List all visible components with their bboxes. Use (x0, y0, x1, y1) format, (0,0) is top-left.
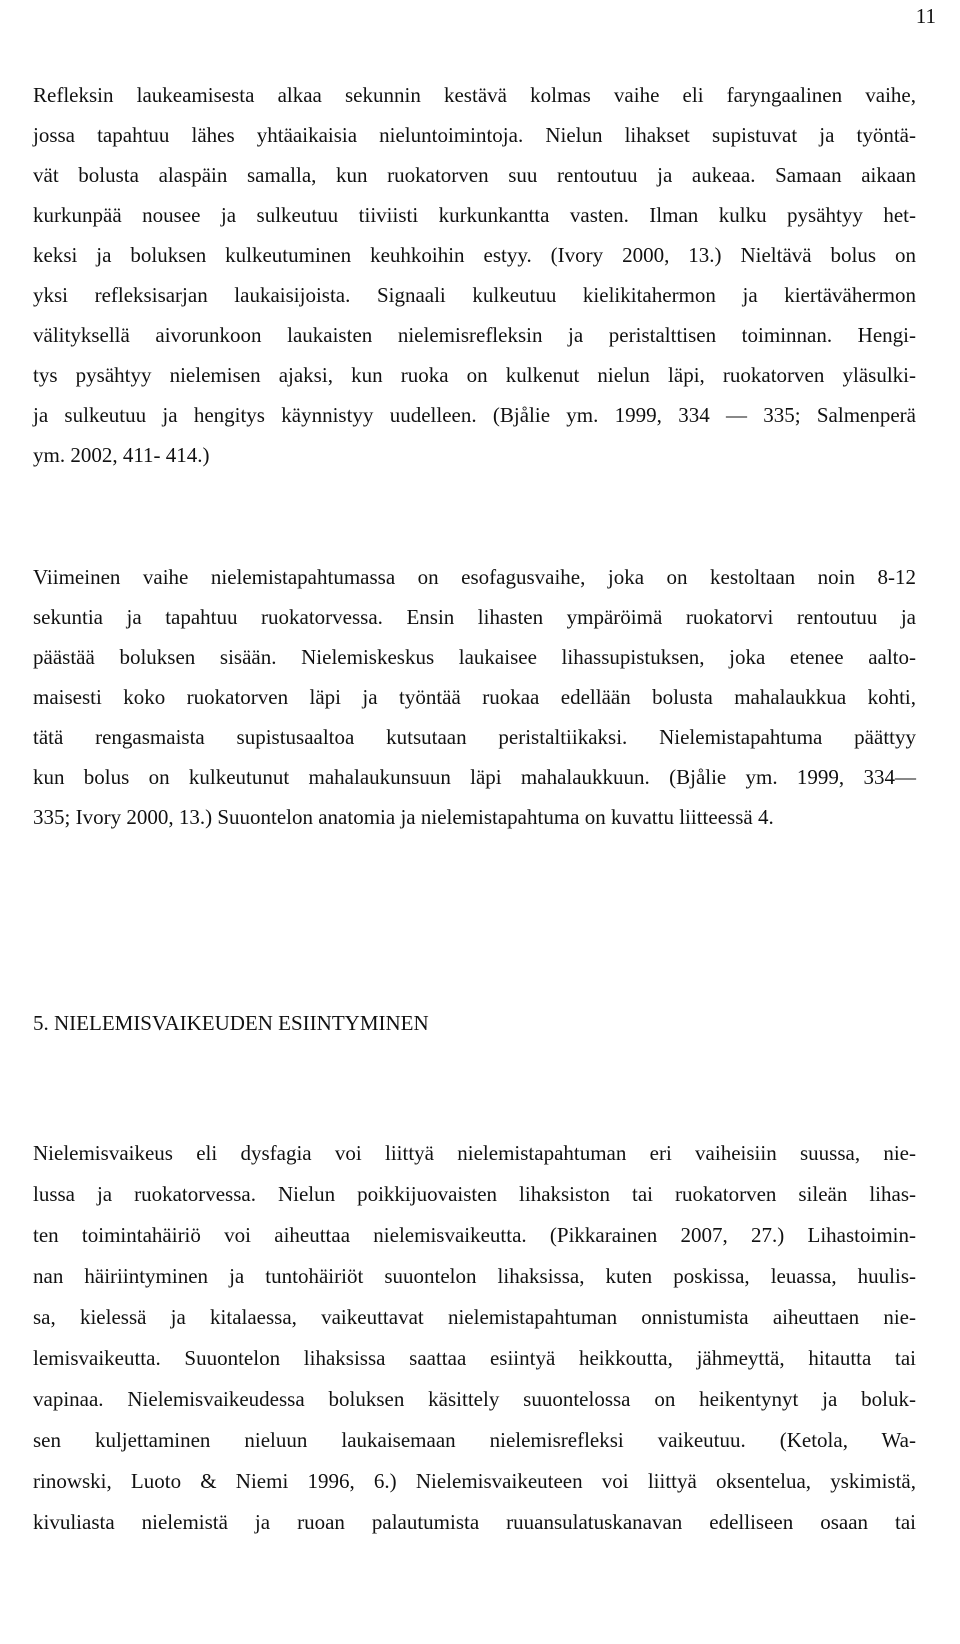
text-line: nan häiriintyminen ja tuntohäiriöt suuontelon lihaksissa, kuten poskissa, leuassa, huulis- (33, 1264, 916, 1288)
text-line: kun bolus on kulkeutunut mahalaukunsuun läpi mahalaukkuun. (Bjålie ym. 1999, 334— (33, 765, 916, 789)
text-line: Viimeinen vaihe nielemistapahtumassa on esofagusvaihe, joka on kestoltaan noin 8-12 (33, 565, 916, 589)
text-line: lussa ja ruokatorvessa. Nielun poikkijuovaisten lihaksiston tai ruokatorven sileän lihas- (33, 1182, 916, 1206)
text-line: ym. 2002, 411- 414.) (33, 443, 210, 467)
text-line: Nielemisvaikeus eli dysfagia voi liittyä nielemistapahtuman eri vaiheisiin suussa, nie- (33, 1141, 916, 1165)
text-line: kivuliasta nielemistä ja ruoan palautumista ruuansulatuskanavan edelliseen osaan tai (33, 1510, 916, 1534)
text-line: vät bolusta alaspäin samalla, kun ruokatorven suu rentoutuu ja aukeaa. Samaan aikaan (33, 163, 916, 187)
text-line: sekuntia ja tapahtuu ruokatorvessa. Ensin lihasten ympäröimä ruokatorvi rentoutuu ja (33, 605, 916, 629)
text-line: välityksellä aivorunkoon laukaisten nielemisrefleksin ja peristalttisen toiminnan. Hengi- (33, 323, 916, 347)
text-line: maisesti koko ruokatorven läpi ja työntää ruokaa edellään bolusta mahalaukkua kohti, (33, 685, 916, 709)
text-line: rinowski, Luoto & Niemi 1996, 6.) Nielemisvaikeuteen voi liittyä oksentelua, yskimistä, (33, 1469, 916, 1493)
text-line: 335; Ivory 2000, 13.) Suuontelon anatomia ja nielemistapahtuma on kuvattu liitteessä 4. (33, 805, 774, 829)
text-line: sa, kielessä ja kitalaessa, vaikeuttavat nielemistapahtuman onnistumista aiheuttaen nie- (33, 1305, 916, 1329)
text-line: kurkunpää nousee ja sulkeutuu tiiviisti kurkunkantta vasten. Ilman kulku pysähtyy het- (33, 203, 916, 227)
text-line: yksi refleksisarjan laukaisijoista. Signaali kulkeutuu kielikitahermon ja kiertävähermon (33, 283, 916, 307)
section-heading: 5. NIELEMISVAIKEUDEN ESIINTYMINEN (33, 1011, 429, 1035)
page-number: 11 (915, 4, 936, 28)
text-line: Refleksin laukeamisesta alkaa sekunnin kestävä kolmas vaihe eli faryngaalinen vaihe, (33, 83, 916, 107)
text-line: ten toimintahäiriö voi aiheuttaa nielemisvaikeutta. (Pikkarainen 2007, 27.) Lihastoimin- (33, 1223, 916, 1247)
text-line: sen kuljettaminen nieluun laukaisemaan nielemisrefleksi vaikeutuu. (Ketola, Wa- (33, 1428, 916, 1452)
text-line: keksi ja boluksen kulkeutuminen keuhkoihin estyy. (Ivory 2000, 13.) Nieltävä bolus on (33, 243, 916, 267)
text-line: lemisvaikeutta. Suuontelon lihaksissa saattaa esiintyä heikkoutta, jähmeyttä, hitautta tai (33, 1346, 916, 1370)
text-line: tätä rengasmaista supistusaaltoa kutsutaan peristaltiikaksi. Nielemistapahtuma päättyy (33, 725, 916, 749)
text-line: vapinaa. Nielemisvaikeudessa boluksen käsittely suuontelossa on heikentynyt ja boluk- (33, 1387, 916, 1411)
text-line: ja sulkeutuu ja hengitys käynnistyy uudelleen. (Bjålie ym. 1999, 334 — 335; Salmenperä (33, 403, 916, 427)
text-line: jossa tapahtuu lähes yhtäaikaisia nieluntoimintoja. Nielun lihakset supistuvat ja työntä- (33, 123, 916, 147)
text-line: päästää boluksen sisään. Nielemiskeskus laukaisee lihassupistuksen, joka etenee aalto- (33, 645, 916, 669)
text-line: tys pysähtyy nielemisen ajaksi, kun ruoka on kulkenut nielun läpi, ruokatorven yläsulki- (33, 363, 916, 387)
